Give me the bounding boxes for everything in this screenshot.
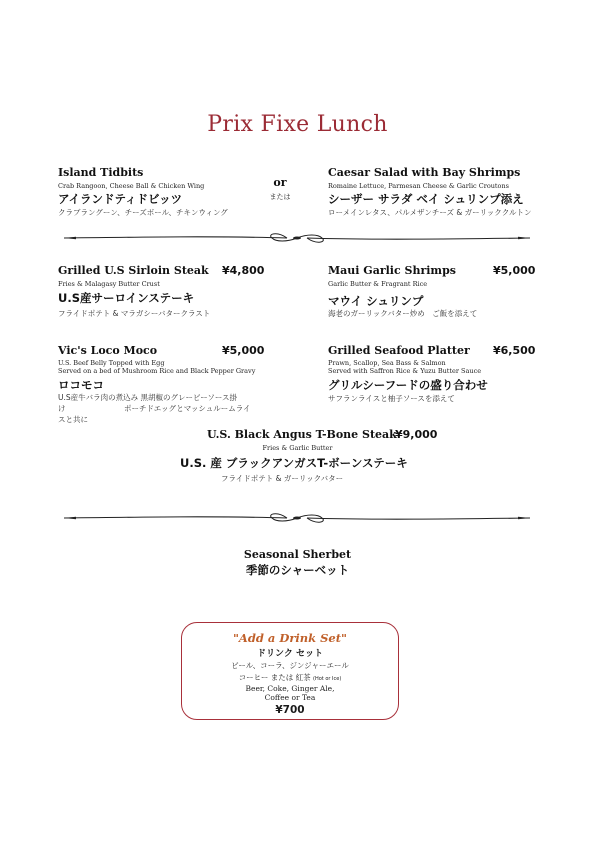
ornamental-divider-top (62, 228, 532, 248)
caesar-salad-ja-desc: ローメインレタス、パルメザンチーズ & ガーリッククルトン (328, 208, 532, 217)
loco-moco-ja-desc-2a: け (58, 404, 66, 413)
seafood-platter-ja-name: グリルシーフードの盛り合わせ (328, 378, 488, 392)
menu-title: Prix Fixe Lunch (207, 112, 388, 137)
drink-coffee-tea-ja (182, 672, 398, 683)
ornamental-divider-bottom (62, 508, 532, 528)
loco-moco-ja-desc-2b: ポーチドエッグとマッシュルームライ (124, 404, 251, 413)
caesar-salad-name: Caesar Salad with Bay Shrimps (328, 166, 521, 179)
sirloin-price: ¥4,800 (222, 264, 265, 277)
drink-set-price: ¥700 (275, 704, 305, 716)
maui-shrimps-ja-name: マウイ シュリンプ (328, 294, 424, 308)
or-label: or (273, 176, 287, 189)
sirloin-desc: Fries & Malagasy Butter Crust (58, 280, 160, 288)
dessert-name: Seasonal Sherbet (243, 548, 352, 561)
tbone-ja-name: U.S. 産 ブラックアンガスT-ボーンステーキ (180, 456, 408, 470)
island-tidbits-desc: Crab Rangoon, Cheese Ball & Chicken Wing (58, 182, 205, 190)
seafood-platter-name: Grilled Seafood Platter (328, 344, 470, 357)
tbone-price: ¥9,000 (395, 428, 438, 441)
island-tidbits-ja-name: アイランドティドビッツ (58, 192, 183, 206)
loco-moco-ja-name: ロコモコ (58, 378, 104, 392)
drink-set-title: "Add a Drink Set" (232, 631, 348, 645)
maui-shrimps-ja-desc: 海老のガーリックバター炒め ご飯を添えて (328, 309, 478, 318)
island-tidbits-ja-desc: クラブラングーン、チーズボール、チキンウィング (58, 208, 228, 217)
island-tidbits-name: Island Tidbits (58, 166, 144, 179)
tbone-ja-desc: フライドポテト & ガーリックバター (221, 474, 344, 483)
hot-or-ice-label: (Hot or Ice) (313, 676, 342, 682)
dessert-ja-name: 季節のシャーベット (245, 563, 350, 577)
loco-moco-ja-desc-1: U.S産牛バラ肉の煮込み 黒胡椒のグレービーソース掛 (58, 393, 238, 402)
sirloin-ja-name: U.S産サーロインステーキ (58, 291, 195, 305)
drink-options-en: Beer, Coke, Ginger Ale, (245, 684, 335, 693)
loco-moco-price: ¥5,000 (222, 344, 265, 357)
seafood-platter-desc-1: Prawn, Scallop, Sea Bass & Salmon (328, 359, 446, 367)
loco-moco-desc-1: U.S. Beef Belly Topped with Egg (58, 359, 165, 367)
tbone-name: U.S. Black Angus T-Bone Steak (207, 428, 397, 441)
sirloin-ja-desc: フライドポテト & マラガシーバタークラスト (58, 309, 211, 318)
drink-options-ja: ビール、コーラ、ジンジャーエール (231, 661, 349, 670)
maui-shrimps-price: ¥5,000 (493, 264, 536, 277)
maui-shrimps-name: Maui Garlic Shrimps (328, 264, 456, 277)
loco-moco-name: Vic's Loco Moco (58, 344, 158, 357)
or-label-ja: または (269, 193, 291, 201)
caesar-salad-desc: Romaine Lettuce, Parmesan Cheese & Garlic Croutons (328, 182, 509, 190)
drink-set-box (181, 622, 399, 720)
loco-moco-ja-desc-3: スと共に (58, 415, 88, 424)
loco-moco-desc-2: Served on a bed of Mushroom Rice and Black Pepper Gravy (58, 367, 256, 375)
seafood-platter-desc-2: Served with Saffron Rice & Yuzu Butter Sauce (328, 367, 482, 375)
caesar-salad-ja-name: シーザー サラダ ベイ シュリンプ添え (328, 192, 524, 206)
seafood-platter-ja-desc: サフランライスと柚子ソースを添えて (328, 394, 455, 403)
coffee-tea-ja-label: コーヒー または 紅茶 (238, 673, 311, 682)
tbone-desc: Fries & Garlic Butter (262, 444, 333, 452)
seafood-platter-price: ¥6,500 (493, 344, 536, 357)
drink-coffee-tea-en: Coffee or Tea (264, 693, 316, 702)
sirloin-name: Grilled U.S Sirloin Steak (58, 264, 209, 277)
maui-shrimps-desc: Garlic Butter & Fragrant Rice (328, 280, 428, 288)
drink-set-ja-title: ドリンク セット (257, 649, 323, 659)
